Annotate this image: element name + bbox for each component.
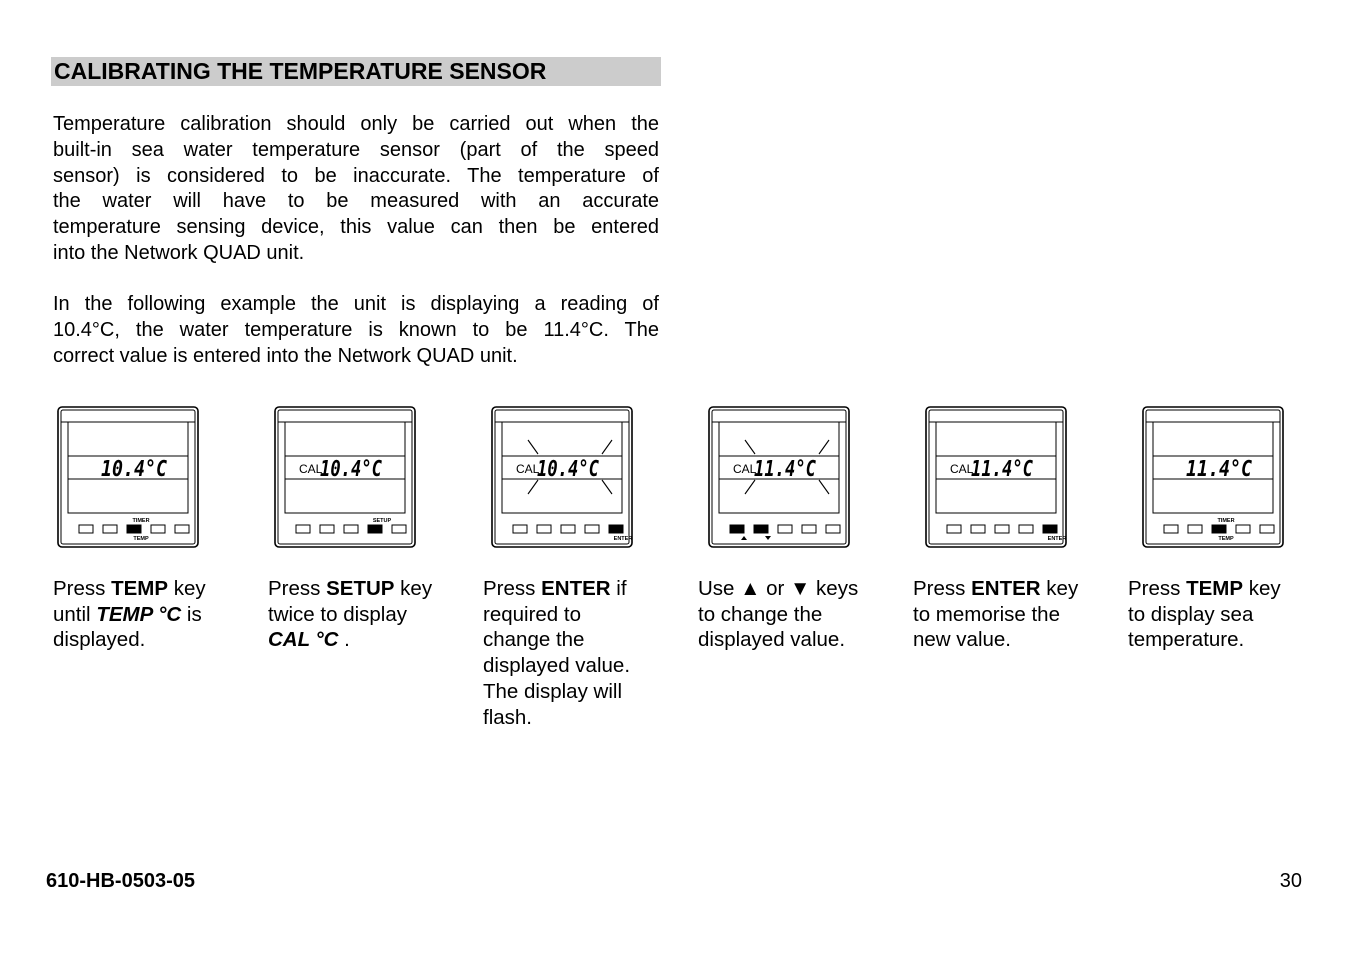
key-button[interactable]	[778, 525, 792, 533]
key-label: TIMER	[1217, 518, 1235, 524]
caption-line	[268, 627, 478, 653]
key-button[interactable]	[1260, 525, 1274, 533]
key-button[interactable]	[730, 525, 744, 533]
paragraph-line: In the following example the unit is displaying a reading of	[53, 293, 659, 315]
caption-line	[483, 653, 693, 679]
paragraph-line: sensor) is considered to be inaccurate. The temperature of	[53, 164, 659, 187]
caption-line	[698, 627, 908, 653]
caption-line	[913, 602, 1123, 628]
caption-text: displayed value.	[483, 654, 631, 678]
key-button[interactable]	[1212, 525, 1226, 533]
caption-text: Press	[53, 577, 112, 600]
instrument-display	[491, 406, 633, 548]
paragraph-line: into the Network QUAD unit.	[53, 241, 305, 264]
caption-text: key	[394, 577, 433, 600]
key-label: ENTER	[613, 536, 633, 542]
example-paragraph	[53, 292, 659, 369]
key-button[interactable]	[826, 525, 840, 533]
caption-emphasis: TEMP °C	[96, 602, 182, 626]
page-number: 30	[1279, 870, 1302, 892]
caption-text: key	[1040, 577, 1079, 600]
key-button[interactable]	[320, 525, 334, 533]
caption-text: key	[1243, 577, 1281, 600]
key-button[interactable]	[368, 525, 382, 533]
caption-emphasis: TEMP	[1186, 577, 1244, 600]
caption-line	[1128, 602, 1338, 628]
key-button[interactable]	[802, 525, 816, 533]
caption-text: Press	[268, 577, 327, 600]
instrument-drawing	[57, 406, 199, 548]
caption-line	[483, 576, 693, 602]
caption-line	[268, 576, 478, 602]
caption-emphasis: ENTER	[971, 577, 1041, 600]
key-button[interactable]	[1043, 525, 1057, 533]
key-button[interactable]	[103, 525, 117, 533]
caption-text: Press	[1128, 577, 1187, 600]
key-button[interactable]	[151, 525, 165, 533]
instrument-drawing	[274, 406, 416, 548]
instrument-drawing	[708, 406, 850, 548]
paragraph-line: correct value is entered into the Network QUAD unit.	[53, 344, 518, 367]
caption-text: displayed value.	[698, 628, 846, 652]
key-button[interactable]	[175, 525, 189, 533]
key-label: TIMER	[132, 518, 150, 524]
key-button[interactable]	[1019, 525, 1033, 533]
key-button[interactable]	[537, 525, 551, 533]
key-button[interactable]	[561, 525, 575, 533]
caption-text: displayed.	[53, 628, 146, 652]
instrument-drawing	[491, 406, 633, 548]
temperature-reading: 10.4°C	[537, 457, 600, 482]
caption-line	[53, 602, 263, 628]
caption-text: change the	[483, 628, 585, 652]
key-button[interactable]	[585, 525, 599, 533]
temperature-reading: 10.4°C	[101, 457, 168, 482]
section-heading: CALIBRATING THE TEMPERATURE SENSOR	[51, 57, 661, 86]
step-caption	[483, 576, 693, 730]
instrument-display	[925, 406, 1067, 548]
caption-emphasis: CAL °C	[268, 628, 339, 652]
paragraph-line: Temperature calibration should only be carried out when the	[53, 113, 659, 135]
paragraph-line: the water will have to be measured with an accurate	[53, 190, 659, 213]
caption-line	[53, 627, 263, 653]
caption-line	[483, 627, 693, 653]
key-button[interactable]	[127, 525, 141, 533]
caption-text: Press	[913, 577, 972, 600]
caption-line	[913, 576, 1123, 602]
key-button[interactable]	[754, 525, 768, 533]
temperature-reading: 10.4°C	[320, 457, 383, 482]
key-label: TEMP	[133, 536, 149, 542]
caption-text: to memorise the	[913, 602, 1060, 626]
step-caption	[913, 576, 1123, 653]
caption-text: Use ▲ or ▼ keys	[698, 577, 859, 600]
step-caption	[268, 576, 478, 653]
instrument-display	[1142, 406, 1284, 548]
paragraph-line: built-in sea water temperature sensor (part of the speed	[53, 138, 659, 161]
caption-line	[698, 602, 908, 628]
key-button[interactable]	[609, 525, 623, 533]
key-label: TEMP	[1218, 536, 1234, 542]
caption-line	[483, 705, 693, 731]
cal-label: CAL	[733, 462, 757, 476]
intro-paragraph	[53, 112, 659, 267]
caption-text: twice to display	[268, 602, 408, 626]
caption-text: if	[610, 577, 627, 600]
caption-text: is	[181, 602, 202, 626]
key-button[interactable]	[1164, 525, 1178, 533]
instrument-display	[57, 406, 199, 548]
cal-label: CAL	[299, 462, 323, 476]
caption-emphasis: ENTER	[541, 577, 611, 600]
caption-text: flash.	[483, 705, 532, 729]
step-caption	[53, 576, 263, 653]
key-button[interactable]	[513, 525, 527, 533]
caption-emphasis: TEMP	[111, 577, 169, 600]
caption-text: Press	[483, 577, 542, 600]
temperature-reading: 11.4°C	[971, 457, 1034, 482]
temperature-reading: 11.4°C	[754, 457, 817, 482]
step-caption	[1128, 576, 1338, 653]
key-button[interactable]	[995, 525, 1009, 533]
caption-text: temperature.	[1128, 628, 1245, 652]
cal-label: CAL	[950, 462, 974, 476]
caption-text: .	[338, 628, 350, 652]
caption-text: to display sea	[1128, 602, 1254, 626]
paragraph-line: 10.4°C, the water temperature is known to be 11.4°C. The	[53, 318, 659, 341]
instrument-drawing	[1142, 406, 1284, 548]
key-button[interactable]	[971, 525, 985, 533]
key-button[interactable]	[1236, 525, 1250, 533]
key-button[interactable]	[392, 525, 406, 533]
caption-line	[483, 679, 693, 705]
step-caption	[698, 576, 908, 653]
caption-text: required to	[483, 602, 582, 626]
instrument-display	[274, 406, 416, 548]
key-button[interactable]	[79, 525, 93, 533]
caption-line	[698, 576, 908, 602]
caption-emphasis: SETUP	[326, 577, 395, 600]
caption-text: until	[53, 602, 97, 626]
key-button[interactable]	[1188, 525, 1202, 533]
temperature-reading: 11.4°C	[1186, 457, 1253, 482]
caption-line	[483, 602, 693, 628]
document-code: 610-HB-0503-05	[46, 870, 195, 892]
key-button[interactable]	[296, 525, 310, 533]
cal-label: CAL	[516, 462, 540, 476]
caption-text: The display will	[483, 679, 622, 703]
key-label: SETUP	[372, 518, 392, 524]
key-label: ENTER	[1047, 536, 1067, 542]
caption-text: new value.	[913, 628, 1012, 652]
instrument-drawing	[925, 406, 1067, 548]
instrument-display	[708, 406, 850, 548]
caption-line	[268, 602, 478, 628]
caption-line	[1128, 627, 1338, 653]
key-button[interactable]	[344, 525, 358, 533]
caption-text: key	[168, 577, 206, 600]
caption-line	[913, 627, 1123, 653]
paragraph-line: temperature sensing device, this value can then be entered	[53, 216, 659, 239]
caption-line	[53, 576, 263, 602]
caption-text: to change the	[698, 602, 823, 626]
caption-line	[1128, 576, 1338, 602]
key-button[interactable]	[947, 525, 961, 533]
